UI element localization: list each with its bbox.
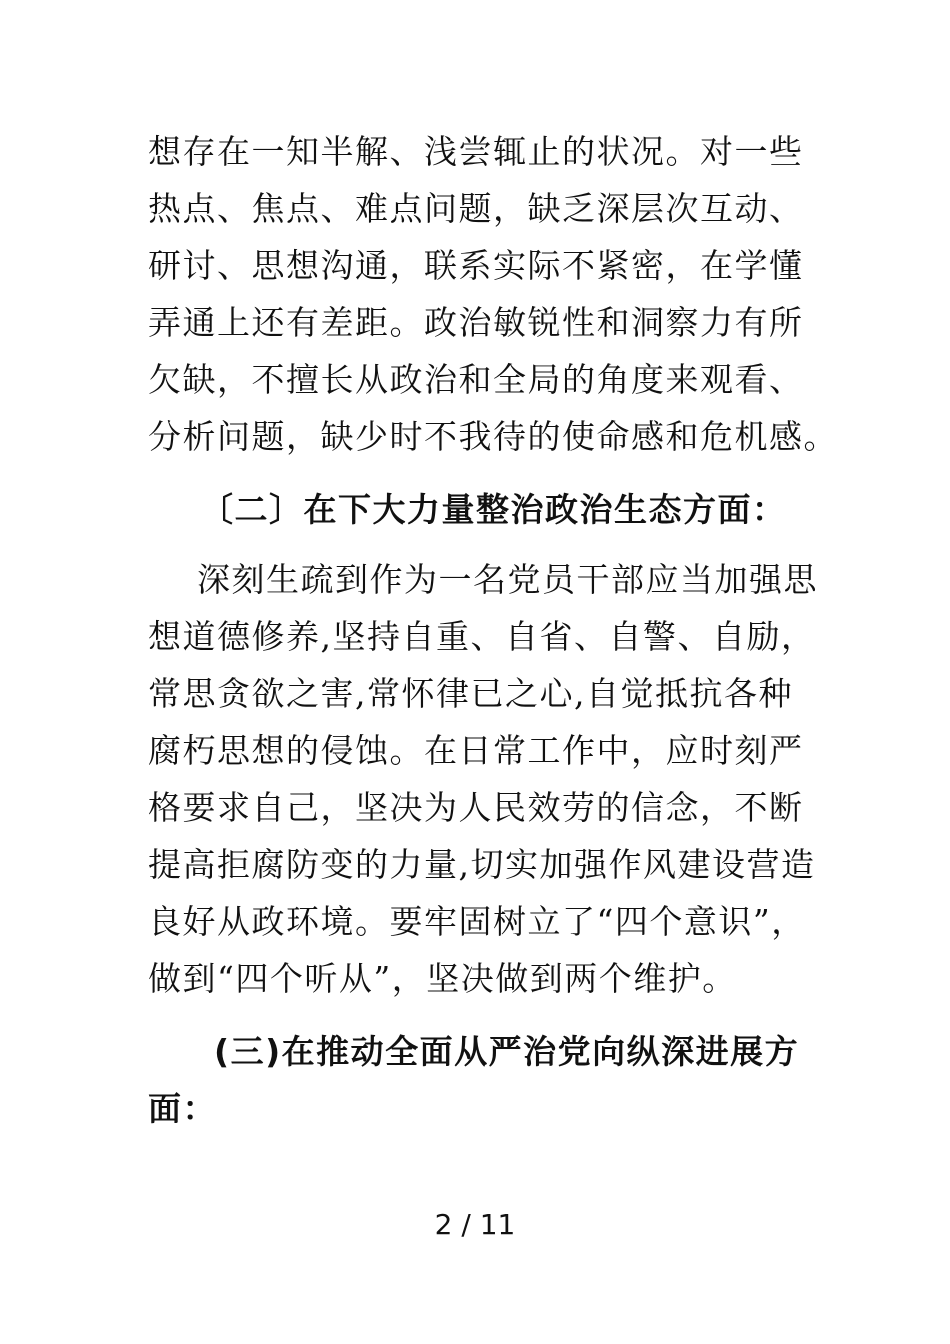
paragraph-line: 分析问题，缺少时不我待的使命感和危机感。 xyxy=(148,417,838,456)
paragraph-line: 欠缺，不擅长从政治和全局的角度来观看、 xyxy=(148,360,804,399)
paragraph-line: 提高拒腐防变的力量,切实加强作风建设营造 xyxy=(148,845,816,884)
section-heading-3: (三)在推动全面从严治党向纵深进展方 xyxy=(214,1032,800,1071)
paragraph-line: 格要求自己，坚决为人民效劳的信念，不断 xyxy=(148,788,804,827)
paragraph-line: 想道德修养,坚持自重、自省、自警、自励， xyxy=(148,617,816,656)
section-heading-3-continuation: 面： xyxy=(148,1089,217,1128)
paragraph-line: 做到“四个听从”，坚决做到两个维护。 xyxy=(148,959,737,998)
paragraph-line: 良好从政环境。要牢固树立了“四个意识”， xyxy=(148,902,806,941)
section-heading-2: 〔二〕在下大力量整治政治生态方面： xyxy=(200,490,787,529)
paragraph-line: 常思贪欲之害,常怀律已之心,自觉抵抗各种 xyxy=(148,674,793,713)
paragraph-line: 热点、焦点、难点问题，缺乏深层次互动、 xyxy=(148,189,804,228)
page-number: 2 / 11 xyxy=(434,1208,516,1241)
paragraph-line: 研讨、思想沟通，联系实际不紧密，在学懂 xyxy=(148,246,804,285)
paragraph-line: 弄通上还有差距。政治敏锐性和洞察力有所 xyxy=(148,303,804,342)
paragraph-line: 深刻生疏到作为一名党员干部应当加强思 xyxy=(197,560,818,599)
paragraph-line: 腐朽思想的侵蚀。在日常工作中，应时刻严 xyxy=(148,731,804,770)
paragraph-line: 想存在一知半解、浅尝辄止的状况。对一些 xyxy=(148,132,804,171)
